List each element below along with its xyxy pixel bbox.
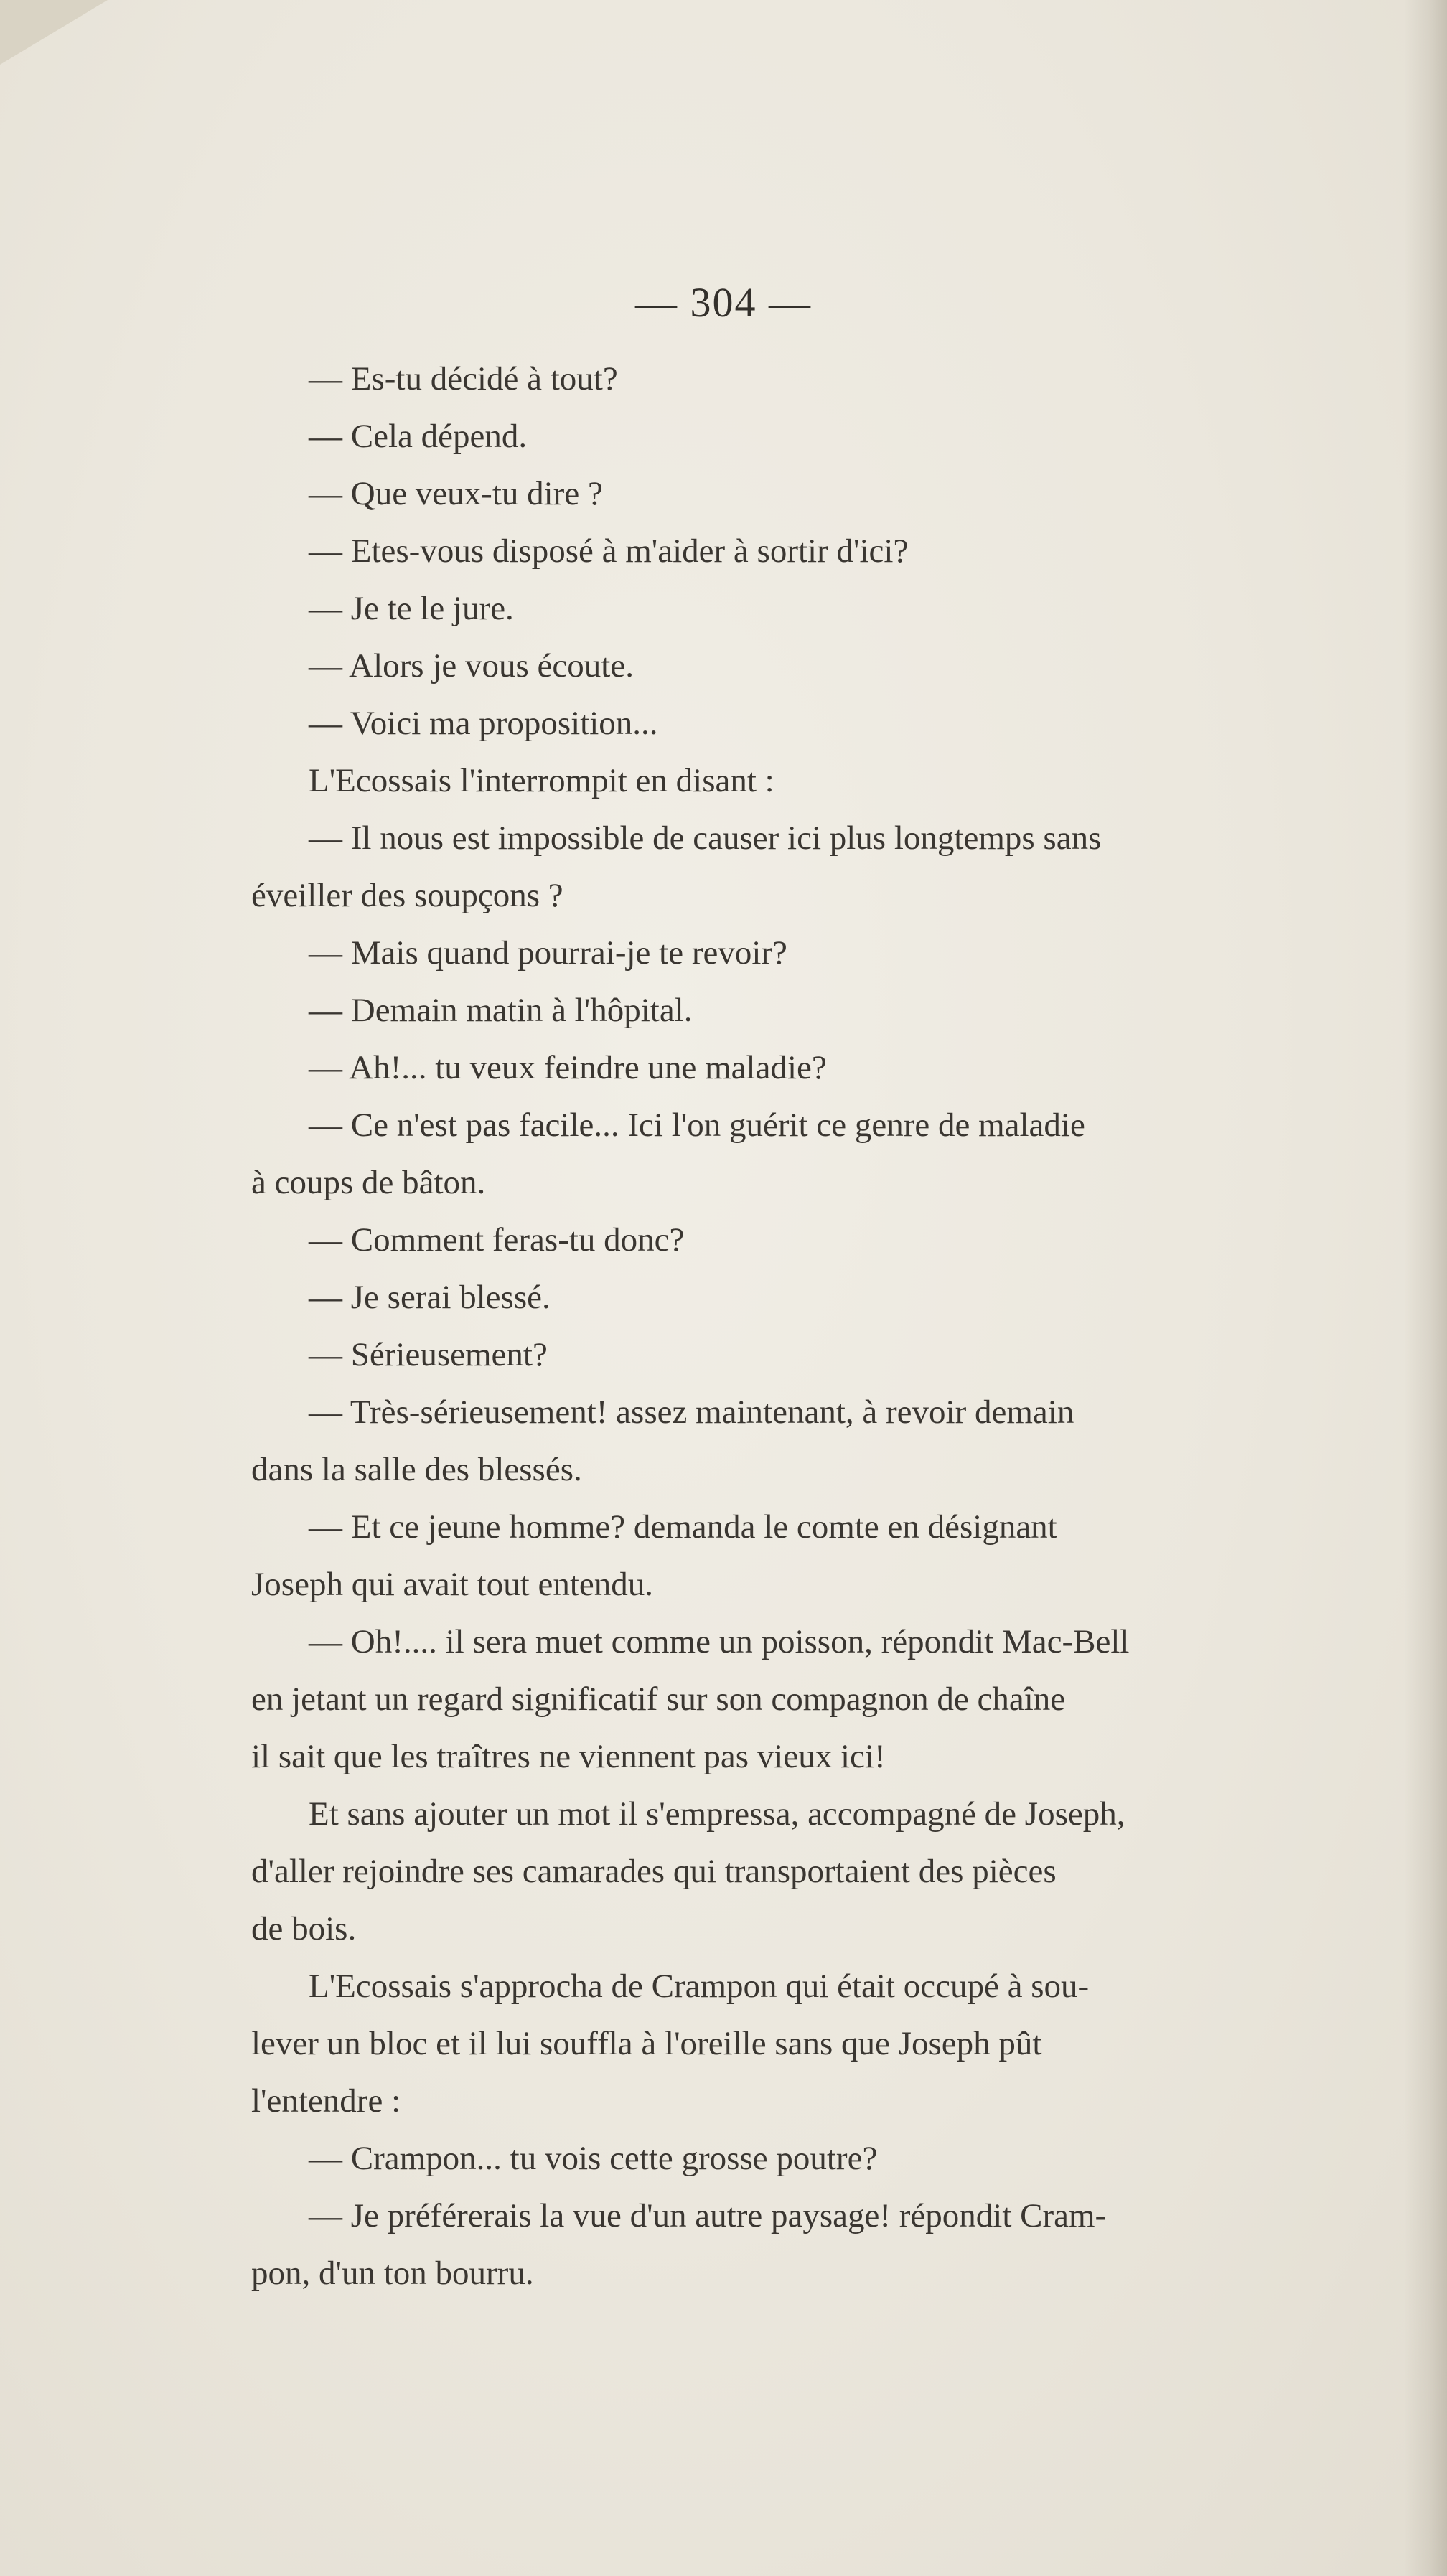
text-line: à coups de bâton. — [251, 1164, 486, 1201]
text-line: — Ce n'est pas facile... Ici l'on guérit ce genre de maladie — [309, 1106, 1085, 1144]
text-line: lever un bloc et il lui souffla à l'oreille sans que Joseph pût — [251, 2025, 1042, 2062]
text-line: pon, d'un ton bourru. — [251, 2255, 534, 2292]
text-line: Et sans ajouter un mot il s'empressa, accompagné de Joseph, — [309, 1795, 1125, 1833]
corner-fold — [0, 0, 108, 65]
text-line: — Voici ma proposition... — [309, 705, 658, 742]
text-line: l'entendre : — [251, 2082, 401, 2120]
text-line: — Alors je vous écoute. — [309, 647, 634, 685]
body-text — [251, 350, 1428, 2302]
text-line: éveiller des soupçons ? — [251, 877, 563, 914]
text-line: L'Ecossais l'interrompit en disant : — [309, 762, 774, 799]
text-line: — Cela dépend. — [309, 418, 528, 455]
page-number: — 304 — — [635, 279, 812, 326]
text-line: — Mais quand pourrai-je te revoir? — [309, 934, 787, 972]
text-line: — Sérieusement? — [309, 1336, 548, 1373]
text-line: — Je serai blessé. — [309, 1279, 551, 1316]
text-line: de bois. — [251, 1910, 357, 1947]
text-line: — Que veux-tu dire ? — [309, 475, 603, 512]
text-line: — Demain matin à l'hôpital. — [309, 992, 693, 1029]
text-line: Joseph qui avait tout entendu. — [251, 1566, 653, 1603]
text-line: en jetant un regard significatif sur son compagnon de chaîne — [251, 1680, 1066, 1718]
text-line: — Oh!.... il sera muet comme un poisson, répondit Mac-Bell — [309, 1623, 1130, 1660]
text-line: il sait que les traîtres ne viennent pas vieux ici! — [251, 1738, 886, 1775]
text-line: — Ah!... tu veux feindre une maladie? — [309, 1049, 827, 1086]
text-line: — Et ce jeune homme? demanda le comte en désignant — [309, 1508, 1057, 1546]
text-line: L'Ecossais s'approcha de Crampon qui était occupé à sou- — [309, 1968, 1090, 2005]
text-line: — Je te le jure. — [309, 590, 514, 627]
text-line: — Très-sérieusement! assez maintenant, à revoir demain — [309, 1393, 1074, 1431]
text-line: — Etes-vous disposé à m'aider à sortir d'ici? — [309, 532, 909, 570]
text-line: dans la salle des blessés. — [251, 1451, 582, 1488]
text-line: d'aller rejoindre ses camarades qui transportaient des pièces — [251, 1853, 1057, 1890]
text-line: — Crampon... tu vois cette grosse poutre? — [309, 2140, 878, 2177]
text-line: — Je préférerais la vue d'un autre paysage! répondit Cram- — [309, 2197, 1107, 2234]
text-line: — Es-tu décidé à tout? — [309, 360, 618, 398]
text-line: — Comment feras-tu donc? — [309, 1221, 685, 1259]
text-line: — Il nous est impossible de causer ici plus longtemps sans — [309, 819, 1102, 857]
